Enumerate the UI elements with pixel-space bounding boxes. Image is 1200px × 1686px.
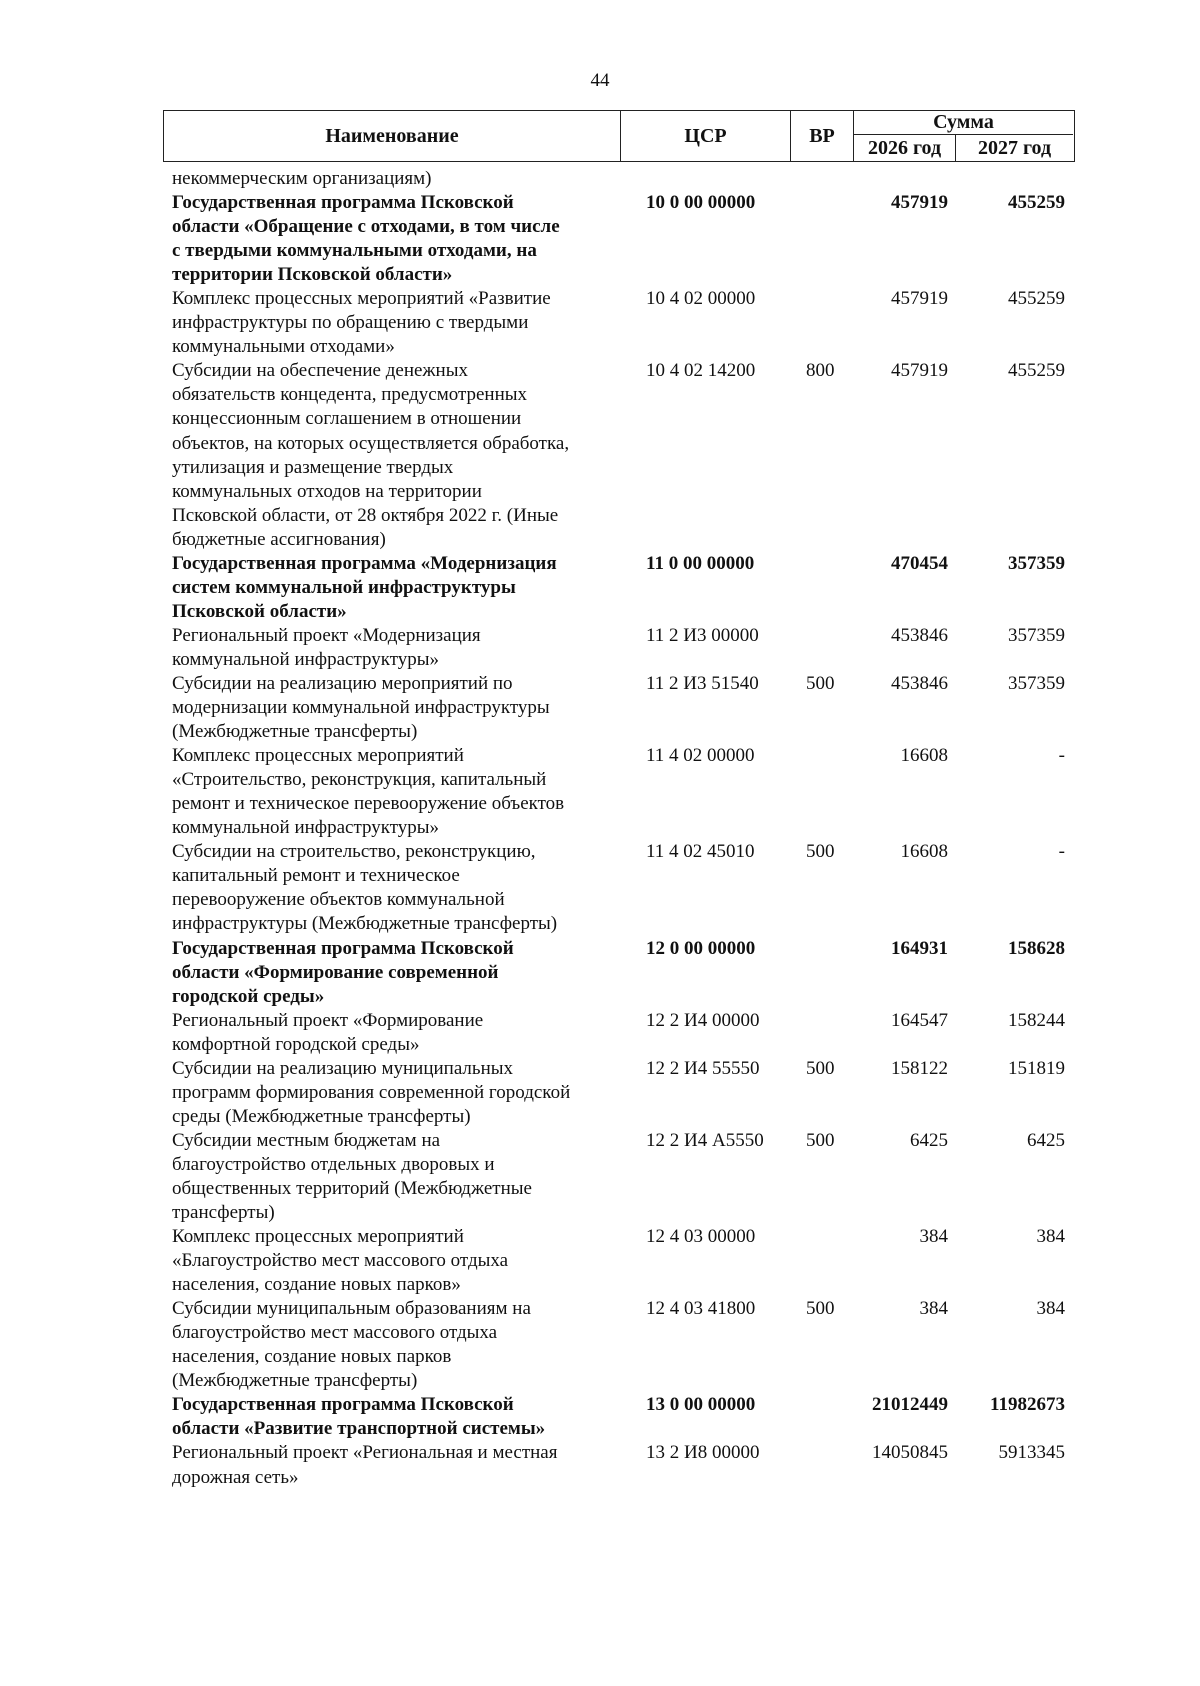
table-header (163, 110, 1075, 162)
row-sum-2027: 6425 (1027, 1129, 1065, 1151)
row-name: Государственная программа Псковской области «Формирование современной городской среды» (172, 937, 514, 1007)
table-row (172, 1441, 1072, 1489)
row-sum-2027: 455259 (1008, 192, 1065, 214)
row-csr: 12 2 И4 55550 (646, 1057, 760, 1079)
row-csr: 11 4 02 45010 (646, 841, 755, 863)
row-name: Государственная программа Псковской области «Обращение с отходами, в том числе с твердыми коммунальными отходами, на территории Псковской области» (172, 192, 560, 286)
table-row (172, 191, 1072, 287)
row-sum-2027: 384 (1036, 1226, 1065, 1248)
row-csr: 12 2 И4 00000 (646, 1009, 760, 1031)
row-csr: 10 4 02 14200 (646, 360, 756, 382)
row-sum-2026: 158122 (891, 1057, 948, 1079)
table-body (172, 167, 1072, 1490)
row-csr: 12 4 03 41800 (646, 1298, 756, 1320)
row-csr: 13 0 00 00000 (646, 1394, 756, 1416)
row-name: Комплекс процессных мероприятий «Строительство, реконструкция, капитальный ремонт и техническое перевооружение объектов коммунальной инфраструктуры» (172, 745, 565, 839)
row-sum-2027: - (1058, 745, 1065, 767)
row-sum-2026: 453846 (891, 672, 948, 694)
row-csr: 10 4 02 00000 (646, 288, 756, 310)
row-name: Региональный проект «Региональная и местная дорожная сеть» (172, 1442, 558, 1488)
table-row (172, 672, 1072, 744)
row-name: Региональный проект «Формирование комфортной городской среды» (172, 1009, 484, 1055)
row-vr: 500 (806, 672, 835, 694)
table-row (172, 1009, 1072, 1057)
table-row (172, 552, 1072, 624)
row-sum-2027: 158628 (1008, 937, 1065, 959)
row-name: Субсидии муниципальным образованиям на благоустройство мест массового отдыха населения, создание новых парков (Межбюджетные трансферты) (172, 1298, 531, 1392)
row-sum-2026: 16608 (900, 841, 948, 863)
row-sum-2027: - (1058, 841, 1065, 863)
row-sum-2026: 457919 (891, 360, 948, 382)
row-name: Комплекс процессных мероприятий «Развитие инфраструктуры по обращению с твердыми коммунальными отходами» (172, 288, 551, 358)
row-name: Субсидии на реализацию муниципальных программ формирования современной городской среды (Межбюджетные трансферты) (172, 1057, 571, 1127)
row-csr: 11 4 02 00000 (646, 745, 755, 767)
row-vr: 500 (806, 1057, 835, 1079)
table-row (172, 1129, 1072, 1225)
header-vr: ВР (791, 111, 854, 161)
header-csr: ЦСР (621, 111, 791, 161)
row-sum-2026: 457919 (891, 288, 948, 310)
table-row (172, 287, 1072, 359)
row-sum-2026: 21012449 (872, 1394, 948, 1416)
row-vr: 500 (806, 841, 835, 863)
table-row (172, 1393, 1072, 1441)
header-year-2027: 2027 год (977, 136, 1052, 159)
row-name: Субсидии на реализацию мероприятий по модернизации коммунальной инфраструктуры (Межбюджетные трансферты) (172, 672, 550, 743)
row-sum-2027: 357359 (1008, 624, 1065, 646)
row-name: Субсидии на строительство, реконструкцию, капитальный ремонт и техническое перевооружение объектов коммунальной инфраструктуры (Межбюджетные трансферты) (172, 841, 558, 935)
row-csr: 11 2 И3 51540 (646, 672, 759, 694)
table-row (172, 1225, 1072, 1297)
row-name: Субсидии местным бюджетам на благоустройство отдельных дворовых и общественных территорий (Межбюджетные трансферты) (172, 1129, 532, 1224)
row-name: Региональный проект «Модернизация коммунальной инфраструктуры» (172, 624, 481, 670)
row-sum-2027: 151819 (1008, 1057, 1065, 1079)
row-csr: 11 0 00 00000 (646, 552, 755, 574)
row-sum-2026: 457919 (891, 192, 948, 214)
table-row (172, 167, 1072, 191)
row-csr: 10 0 00 00000 (646, 192, 756, 214)
row-vr: 800 (806, 360, 835, 382)
row-name: Государственная программа Псковской области «Развитие транспортной системы» (172, 1394, 546, 1440)
row-csr: 12 2 И4 А5550 (646, 1129, 764, 1151)
table-row (172, 624, 1072, 672)
row-name: Государственная программа «Модернизация систем коммунальной инфраструктуры Псковской области» (172, 552, 557, 622)
row-sum-2027: 11982673 (990, 1394, 1065, 1416)
row-vr: 500 (806, 1129, 835, 1151)
row-name: Комплекс процессных мероприятий «Благоустройство мест массового отдыха населения, создание новых парков» (172, 1226, 509, 1296)
row-csr: 13 2 И8 00000 (646, 1442, 760, 1464)
page-number: 44 (590, 70, 610, 91)
header-sum: Сумма (854, 111, 1073, 135)
table-row (172, 1057, 1072, 1129)
row-sum-2027: 357359 (1008, 552, 1065, 574)
row-vr: 500 (806, 1298, 835, 1320)
row-sum-2026: 164931 (891, 937, 948, 959)
row-name: некоммерческим организациям) (172, 168, 432, 189)
row-sum-2027: 455259 (1008, 288, 1065, 310)
row-sum-2026: 384 (919, 1298, 948, 1320)
row-csr: 11 2 И3 00000 (646, 624, 759, 646)
row-sum-2027: 5913345 (998, 1442, 1065, 1464)
row-sum-2026: 384 (919, 1226, 948, 1248)
header-name: Наименование (164, 111, 621, 161)
row-sum-2026: 14050845 (872, 1442, 948, 1464)
row-name: Субсидии на обеспечение денежных обязательств концедента, предусмотренных концессионным соглашением в отношении объектов, на которых осуществляется обработка, утилизация и размещение твердых коммунальных отходов на территории Псковской области, от 28 октября 2022 г. (Иные бюджетные ассигнования) (172, 360, 570, 550)
row-csr: 12 0 00 00000 (646, 937, 756, 959)
row-sum-2027: 384 (1036, 1298, 1065, 1320)
row-sum-2026: 16608 (900, 745, 948, 767)
row-sum-2026: 164547 (891, 1009, 948, 1031)
table-row (172, 840, 1072, 936)
row-sum-2026: 470454 (891, 552, 948, 574)
table-row (172, 1297, 1072, 1393)
row-sum-2027: 158244 (1008, 1009, 1065, 1031)
row-csr: 12 4 03 00000 (646, 1226, 756, 1248)
table-row (172, 359, 1072, 551)
row-sum-2027: 455259 (1008, 360, 1065, 382)
header-year-2026: 2026 год (854, 135, 956, 161)
table-row (172, 744, 1072, 840)
row-sum-2027: 357359 (1008, 672, 1065, 694)
row-sum-2026: 453846 (891, 624, 948, 646)
table-row (172, 937, 1072, 1009)
row-sum-2026: 6425 (910, 1129, 948, 1151)
